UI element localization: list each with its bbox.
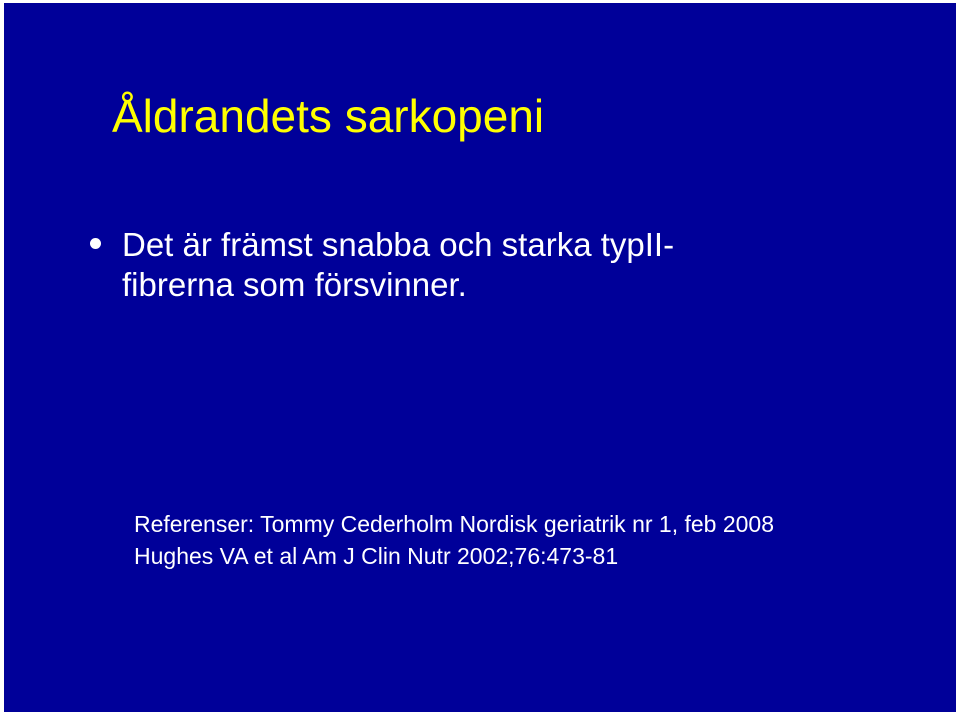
- references: [134, 508, 774, 572]
- reference-line-1: Referenser: Tommy Cederholm Nordisk geriatrik nr 1, feb 2008: [134, 511, 775, 537]
- bullet-item: [86, 225, 872, 305]
- reference-line-2: Hughes VA et al Am J Clin Nutr 2002;76:473-81: [134, 543, 619, 569]
- bullet-text-line-1: Det är främst snabba och starka typII-: [122, 226, 675, 263]
- bullet-text-line-2: fibrerna som försvinner.: [122, 266, 467, 303]
- slide-title: Åldrandets sarkopeni: [112, 90, 545, 142]
- slide: [4, 3, 956, 712]
- bullet-list: [86, 225, 872, 305]
- bullet-dot-icon: [90, 238, 101, 249]
